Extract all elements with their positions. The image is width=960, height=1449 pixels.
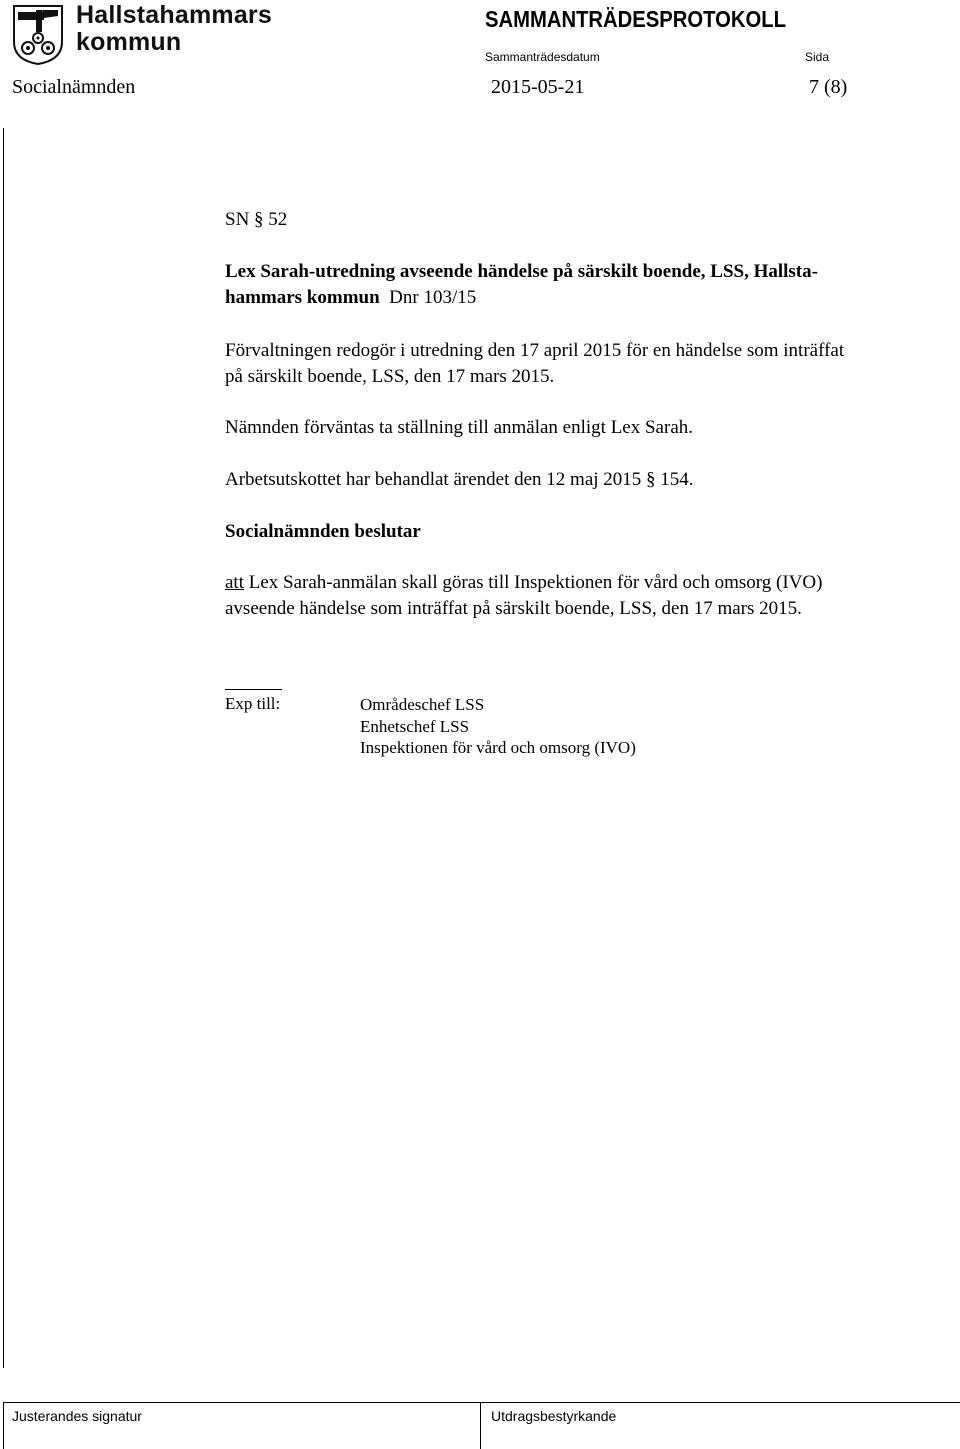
paragraph-background (225, 338, 844, 390)
section-title-line1: Lex Sarah-utredning avseende händelse på särskilt boende, LSS, Hallsta- (225, 261, 818, 282)
decision-line2: avseende händelse som inträffat på särskilt boende, LSS, den 17 mars 2015. (225, 598, 802, 619)
section-title (225, 259, 818, 311)
paragraph-committee: Arbetsutskottet har behandlat ärendet den 12 maj 2015 § 154. (225, 469, 694, 490)
committee-name: Socialnämnden (12, 76, 136, 98)
coat-of-arms-logo (12, 4, 64, 66)
signature-field-label: Justerandes signatur (12, 1408, 142, 1424)
org-name-line2: kommun (76, 28, 182, 56)
section-title-line2: hammars kommun (225, 287, 380, 308)
distribution-recipient: Enhetschef LSS (360, 716, 470, 736)
distribution-recipient: Inspektionen för vård och omsorg (IVO) (360, 738, 636, 757)
footer-divider-left (3, 1402, 4, 1449)
paragraph-background-line2: på särskilt boende, LSS, den 17 mars 2015. (225, 366, 555, 387)
diary-number: Dnr 103/15 (389, 287, 477, 308)
paragraph-background-line1: Förvaltningen redogör i utredning den 17 april 2015 för en händelse som inträffat (225, 340, 845, 361)
org-name-line1: Hallstahammars (76, 1, 272, 29)
distribution-rule (225, 689, 282, 690)
meeting-date: 2015-05-21 (491, 76, 585, 98)
organization-name (76, 2, 272, 56)
document-type: SAMMANTRÄDESPROTOKOLL (485, 6, 786, 32)
date-label: Sammanträdesdatum (485, 50, 600, 64)
paragraph-expectation: Nämnden förväntas ta ställning till anmälan enligt Lex Sarah. (225, 417, 694, 438)
section-number: SN § 52 (225, 209, 288, 230)
distribution-recipient: Områdeschef LSS (360, 695, 485, 714)
certification-field-label: Utdragsbestyrkande (491, 1408, 617, 1424)
decision-line1: Lex Sarah-anmälan skall göras till Inspektionen för vård och omsorg (IVO) (244, 572, 823, 593)
margin-rule (3, 128, 4, 1368)
distribution-list (360, 694, 636, 759)
footer-divider-middle (480, 1402, 481, 1449)
page-number: 7 (8) (809, 76, 848, 98)
page-label: Sida (805, 50, 830, 64)
decision-text (225, 570, 822, 622)
footer-rule (3, 1402, 960, 1403)
decision-att: att (225, 572, 244, 593)
decision-heading: Socialnämnden beslutar (225, 521, 421, 542)
distribution-label: Exp till: (225, 694, 281, 713)
